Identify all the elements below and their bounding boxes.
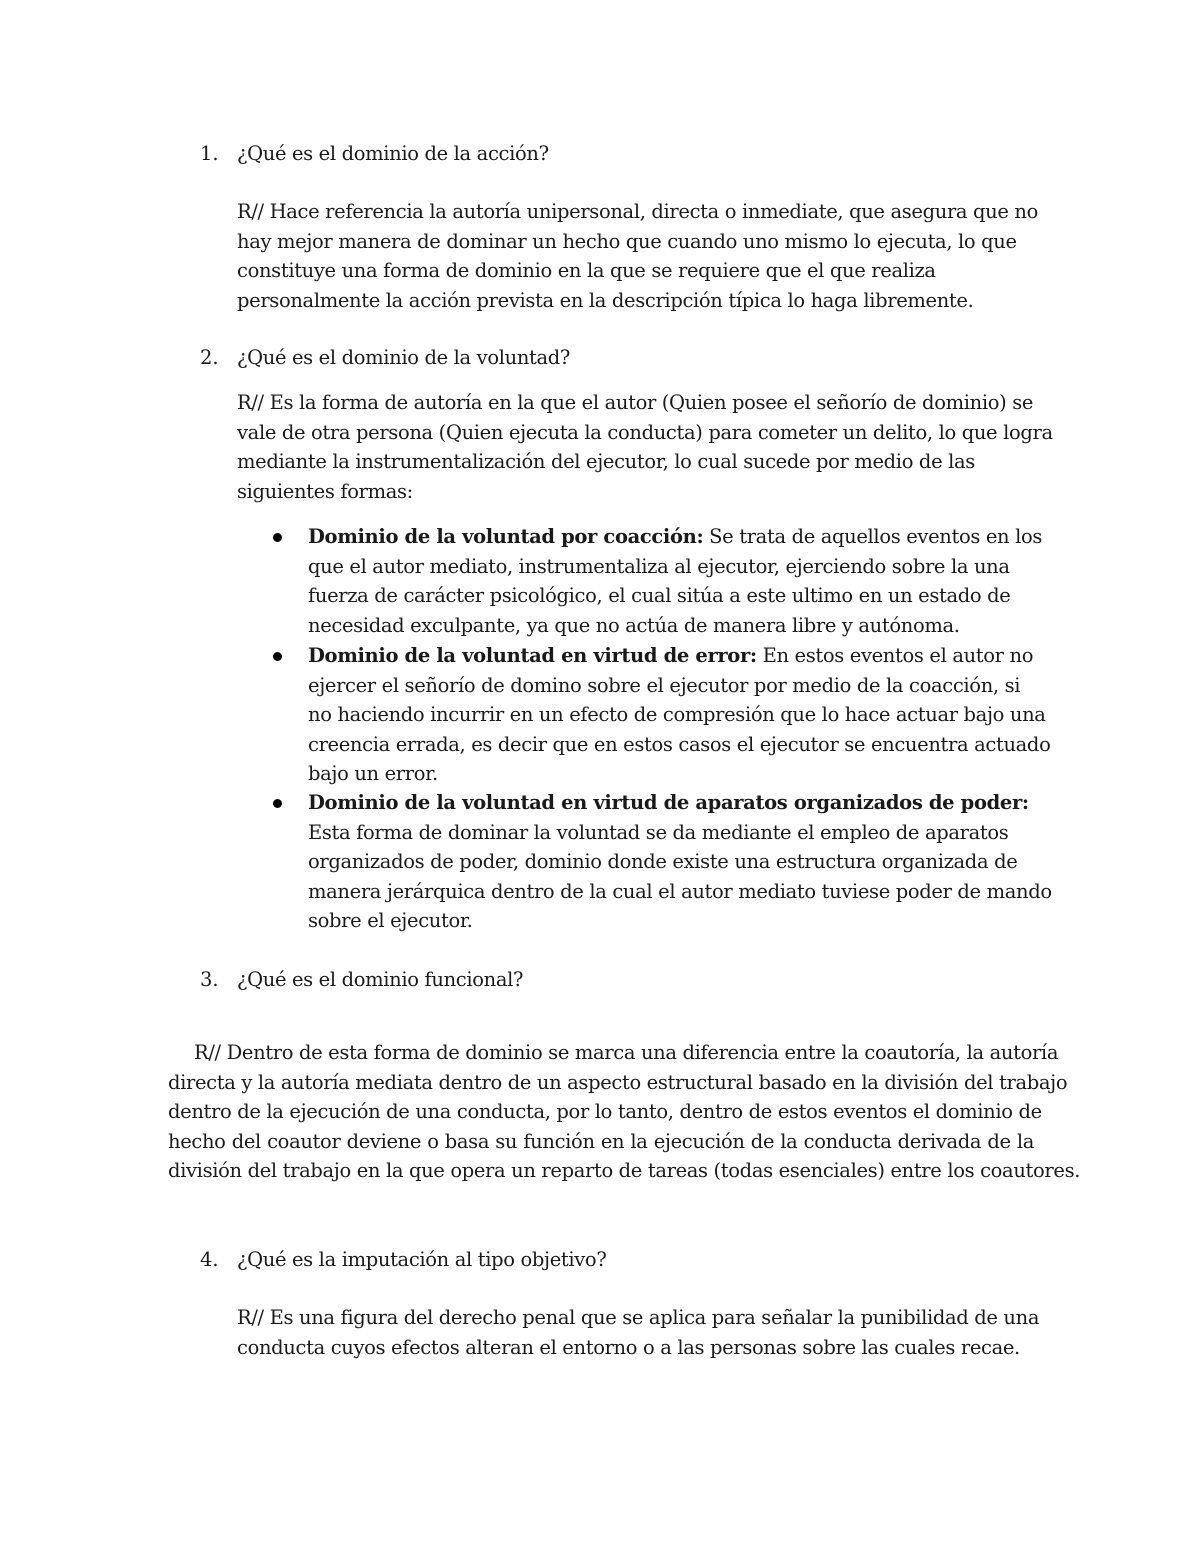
answer-line: R// Es la forma de autoría en la que el autor (Quien posee el señorío de dominio) se (237, 391, 1034, 414)
answer-line: constituye una forma de dominio en la que se requiere que el que realiza (237, 259, 936, 282)
bullet-line: Esta forma de dominar la voluntad se da mediante el empleo de aparatos (308, 820, 1009, 844)
bullet-text: Se trata de aquellos eventos en los (703, 525, 1043, 548)
answer-line: R// Dentro de esta forma de dominio se marca una diferencia entre la coautoría, la autoría (194, 1041, 1059, 1064)
answer-line: directa y la autoría mediata dentro de un aspecto estructural basado en la división del trabajo (168, 1070, 1068, 1094)
question-text: ¿Qué es el dominio de la acción? (237, 142, 549, 165)
bullet-line: necesidad exculpante, ya que no actúa de manera libre y autónoma. (308, 613, 960, 637)
bullet-first-line (308, 641, 1034, 671)
answer-block (237, 1303, 1040, 1362)
bullet-icon (273, 799, 282, 808)
question-number: 4. (200, 1248, 219, 1271)
bullet-line: fuerza de carácter psicológico, el cual sitúa a este ultimo en un estado de (308, 584, 1011, 607)
answer-line: R// Es una figura del derecho penal que se aplica para señalar la punibilidad de una (237, 1306, 1040, 1329)
answer-block (168, 1038, 1081, 1186)
question-text: ¿Qué es la imputación al tipo objetivo? (237, 1248, 607, 1271)
answer-block (237, 388, 1053, 506)
question-number: 2. (200, 346, 219, 369)
answer-line: dentro de la ejecución de una conducta, por lo tanto, dentro de estos eventos el dominio de (168, 1100, 1042, 1123)
question-text: ¿Qué es el dominio funcional? (237, 968, 524, 991)
answer-line: mediante la instrumentalización del ejecutor, lo cual sucede por medio de las (237, 450, 975, 473)
bullet-item (308, 522, 1043, 640)
bullet-line: organizados de poder, dominio donde existe una estructura organizada de (308, 850, 1018, 873)
bullet-title: Dominio de la voluntad en virtud de error: (308, 644, 757, 667)
answer-line: hecho del coautor deviene o basa su función en la ejecución de la conducta derivada de la (168, 1129, 1034, 1153)
bullet-first-line (308, 788, 1028, 818)
bullet-line: que el autor mediato, instrumentaliza al ejecutor, ejerciendo sobre la una (308, 554, 1010, 578)
answer-line: conducta cuyos efectos alteran el entorno o a las personas sobre las cuales recae. (237, 1335, 1020, 1359)
bullet-first-line (308, 522, 1043, 552)
bullet-line: bajo un error. (308, 762, 438, 785)
bullet-title: Dominio de la voluntad en virtud de aparatos organizados de poder: (308, 791, 1029, 814)
answer-line: hay mejor manera de dominar un hecho que cuando uno mismo lo ejecuta, lo que (237, 229, 1017, 253)
bullet-title: Dominio de la voluntad por coacción: (308, 525, 704, 548)
bullet-text: En estos eventos el autor no (756, 644, 1034, 667)
answer-line: división del trabajo en la que opera un reparto de tareas (todas esenciales) entre los coautores. (168, 1159, 1081, 1182)
bullet-line: ejercer el señorío de domino sobre el ejecutor por medio de la coacción, si (308, 673, 1021, 697)
bullet-line: sobre el ejecutor. (308, 909, 473, 932)
bullet-item (308, 788, 1052, 936)
bullet-line: no haciendo incurrir en un efecto de compresión que lo hace actuar bajo una (308, 703, 1046, 726)
question-number: 1. (200, 142, 219, 165)
answer-line: vale de otra persona (Quien ejecuta la conducta) para cometer un delito, lo que logra (237, 420, 1053, 444)
bullet-line: manera jerárquica dentro de la cual el autor mediato tuviese poder de mando (308, 879, 1052, 903)
question-number: 3. (200, 968, 219, 991)
answer-line: personalmente la acción prevista en la descripción típica lo haga libremente. (237, 288, 974, 312)
answer-block (237, 197, 1039, 315)
bullet-item (308, 641, 1051, 789)
answer-line: R// Hace referencia la autoría unipersonal, directa o inmediate, que asegura que no (237, 200, 1039, 223)
bullet-line: creencia errada, es decir que en estos casos el ejecutor se encuentra actuado (308, 732, 1051, 756)
question-text: ¿Qué es el dominio de la voluntad? (237, 346, 571, 369)
bullet-icon (273, 652, 282, 661)
bullet-icon (273, 533, 282, 542)
answer-line: siguientes formas: (237, 479, 413, 503)
